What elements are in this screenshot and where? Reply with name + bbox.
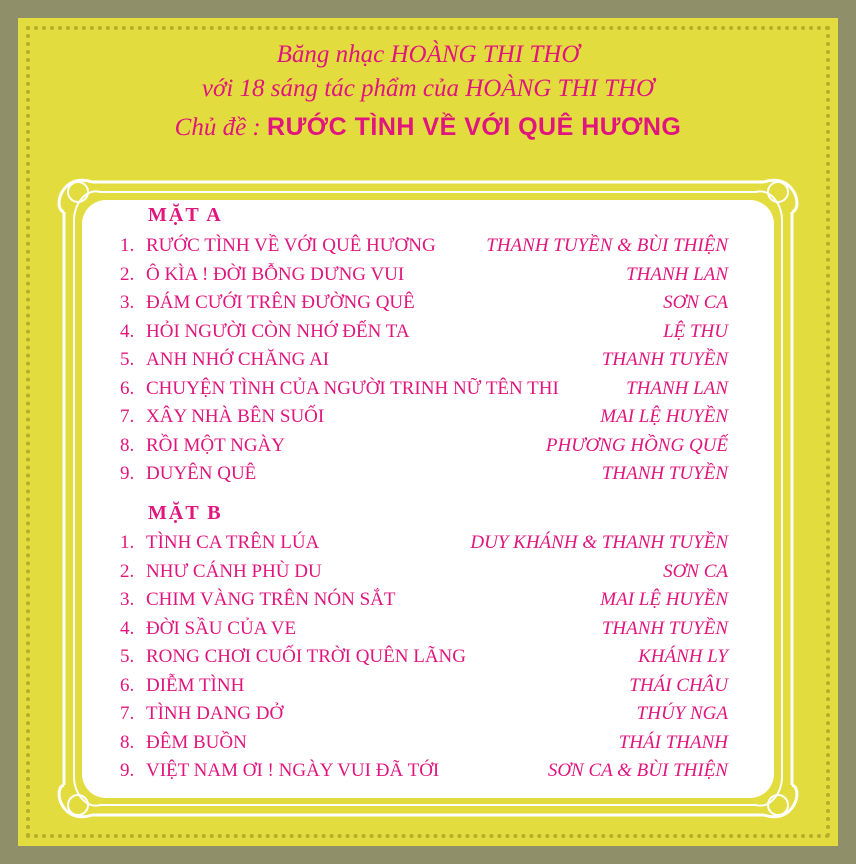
track-number: 9. (120, 463, 135, 484)
track-number: 4. (120, 617, 135, 639)
track-number: 2. (120, 263, 135, 285)
track-number: 2. (120, 560, 135, 582)
track-row (120, 435, 728, 463)
album-line-2: với 18 sáng tác phẩm của HOÀNG THI THƠ (201, 75, 655, 102)
track-row (120, 264, 728, 292)
track-title: ANH NHỚ CHĂNG AI (146, 349, 330, 370)
track-row (120, 378, 728, 406)
track-artist: THANH TUYỀN (601, 617, 728, 639)
track-artist: THANH TUYỀN (601, 463, 728, 484)
track-title: ĐÊM BUỒN (146, 731, 247, 753)
track-artist: SƠN CA (663, 560, 728, 582)
track-artist: THANH TUYỀN (601, 349, 728, 370)
track-row (120, 463, 728, 491)
track-artist: PHƯƠNG HỒNG QUẾ (545, 434, 728, 456)
track-artist: THÁI THANH (618, 731, 728, 753)
track-number: 5. (120, 349, 135, 370)
track-number: 7. (120, 703, 135, 724)
track-title: DUYÊN QUÊ (146, 463, 257, 484)
track-row (120, 406, 728, 434)
track-row (120, 675, 728, 703)
track-number: 5. (120, 646, 135, 667)
track-title: ĐỜI SẦU CỦA VE (146, 617, 297, 639)
album-theme (0, 110, 856, 145)
track-artist: SƠN CA (663, 292, 728, 313)
track-artist: THANH LAN (626, 377, 728, 399)
track-artist: SƠN CA & BÙI THIỆN (547, 760, 728, 781)
album-header (0, 38, 856, 145)
track-row (120, 235, 728, 263)
track-number: 6. (120, 674, 135, 696)
track-title: DIỄM TÌNH (146, 674, 245, 696)
track-artist: THÁI CHÂU (629, 674, 728, 696)
track-row (120, 321, 728, 349)
album-line-1: Băng nhạc HOÀNG THI THƠ (276, 41, 580, 68)
track-number: 8. (120, 434, 135, 456)
track-row (120, 703, 728, 731)
track-artist: MAI LỆ HUYỀN (600, 589, 728, 610)
track-title: CHIM VÀNG TRÊN NÓN SẮT (146, 589, 396, 610)
track-number: 3. (120, 589, 135, 610)
side-b-heading: MẶT B (148, 502, 223, 524)
theme-title: RƯỚC TÌNH VỀ VỚI QUÊ HƯƠNG (267, 113, 682, 141)
track-number: 9. (120, 760, 135, 781)
side-a-heading: MẶT A (148, 204, 223, 226)
track-row (120, 561, 728, 589)
track-title: RƯỚC TÌNH VỀ VỚI QUÊ HƯƠNG (146, 235, 436, 256)
track-artist: MAI LỆ HUYỀN (600, 406, 728, 427)
track-title: TÌNH CA TRÊN LÚA (146, 532, 320, 553)
track-row (120, 532, 728, 560)
track-title: ĐÁM CƯỚI TRÊN ĐƯỜNG QUÊ (146, 292, 415, 313)
track-title: XÂY NHÀ BÊN SUỐI (146, 406, 325, 427)
track-artist: THÚY NGA (636, 703, 728, 724)
track-artist: THANH LAN (626, 263, 728, 285)
track-artist: DUY KHÁNH & THANH TUYỀN (470, 532, 728, 553)
track-title: VIỆT NAM ƠI ! NGÀY VUI ĐÃ TỚI (146, 760, 440, 781)
track-number: 4. (120, 320, 135, 342)
track-number: 7. (120, 406, 135, 427)
track-row (120, 349, 728, 377)
track-row (120, 760, 728, 788)
track-artist: LỆ THU (663, 320, 728, 342)
track-number: 6. (120, 377, 135, 399)
track-title: RONG CHƠI CUỐI TRỜI QUÊN LÃNG (146, 646, 466, 667)
track-title: TÌNH DANG DỞ (146, 703, 284, 724)
track-title: NHƯ CÁNH PHÙ DU (146, 560, 322, 582)
track-row (120, 292, 728, 320)
track-number: 3. (120, 292, 135, 313)
track-title: Ô KÌA ! ĐỜI BỖNG DƯNG VUI (146, 263, 405, 285)
track-number: 1. (120, 532, 135, 553)
track-title: CHUYỆN TÌNH CỦA NGƯỜI TRINH NỮ TÊN THI (146, 377, 559, 399)
track-row (120, 732, 728, 760)
track-row (120, 618, 728, 646)
theme-prefix: Chủ đề : (174, 114, 261, 141)
track-title: RỒI MỘT NGÀY (146, 434, 285, 456)
track-title: HỎI NGƯỜI CÒN NHỚ ĐẾN TA (146, 320, 410, 342)
track-number: 8. (120, 731, 135, 753)
track-row (120, 646, 728, 674)
track-artist: THANH TUYỀN & BÙI THIỆN (486, 235, 728, 256)
track-artist: KHÁNH LY (638, 646, 728, 667)
track-row (120, 589, 728, 617)
track-number: 1. (120, 235, 135, 256)
